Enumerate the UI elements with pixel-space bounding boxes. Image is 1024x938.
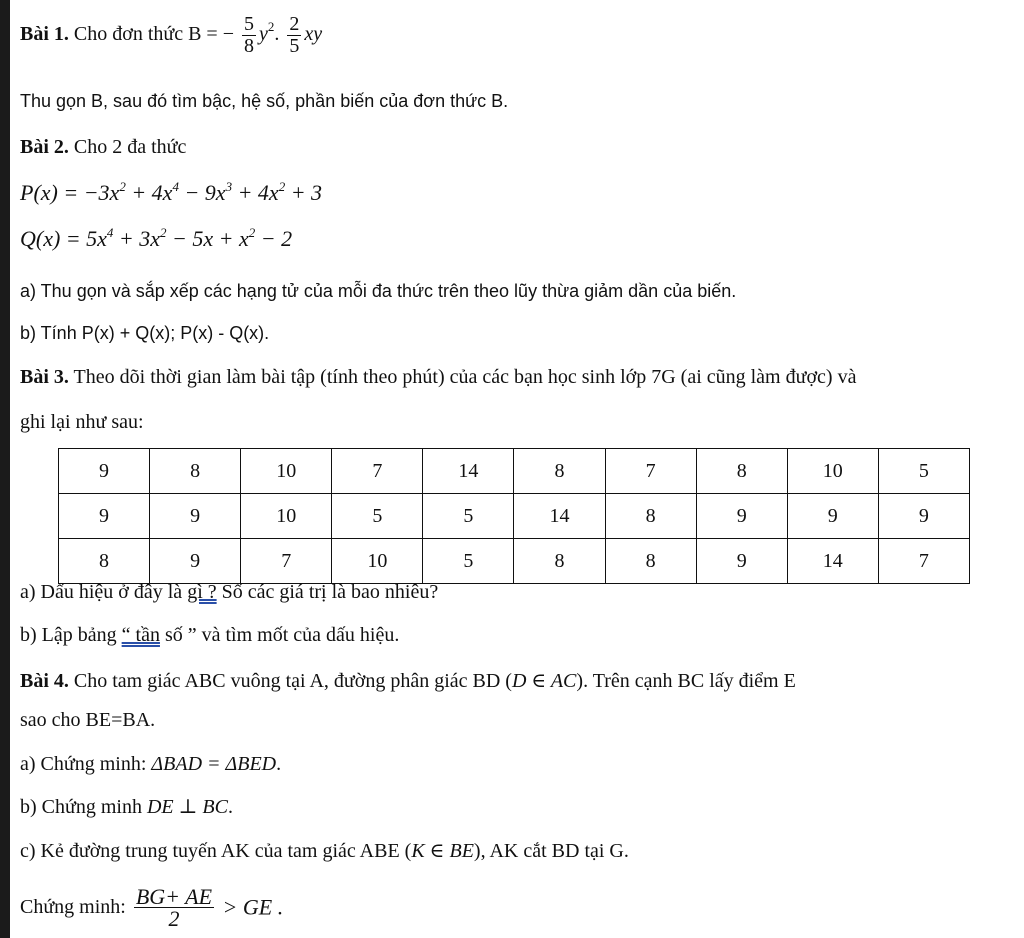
bai4-c-post: ), AK cắt BD tại G. [473, 840, 629, 862]
P-t3: + 4x [237, 180, 279, 205]
table-cell: 9 [59, 494, 150, 539]
Q-t1: + 3x [118, 226, 161, 251]
bai4-b [20, 794, 233, 819]
bai4-d-post: > GE . [217, 894, 284, 920]
table-cell: 8 [514, 539, 605, 584]
bai4-b-end: . [227, 796, 233, 818]
bai4-c-math: K ∈ BE [411, 840, 474, 862]
polynomial-P [20, 180, 322, 206]
table-row [59, 494, 970, 539]
table-cell: 5 [878, 449, 969, 494]
polynomial-Q [20, 226, 292, 252]
bai3-b-pre: b) Lập bảng [20, 624, 122, 646]
Q-t2: − 5x + x [172, 226, 249, 251]
bai4-d-pre: Chứng minh: [20, 896, 131, 918]
P-t0: −3x [83, 180, 120, 205]
bai1-var1: y [259, 23, 268, 46]
table-cell: 7 [332, 449, 423, 494]
table-cell: 9 [150, 539, 241, 584]
table-cell: 10 [241, 449, 332, 494]
bai2-a: a) Thu gọn và sắp xếp các hạng tử của mỗi đa thức trên theo lũy thừa giảm dần của biến. [20, 281, 737, 301]
P-t2: − 9x [184, 180, 226, 205]
table-cell: 5 [423, 539, 514, 584]
bai3-text: Theo dõi thời gian làm bài tập (tính theo phút) của các bạn học sinh lớp 7G (ai cũng làm được) và [73, 366, 857, 388]
bai4-a-pre: a) Chứng minh: [20, 753, 152, 775]
P-e1: 4 [172, 179, 179, 194]
bai1-fraction-1 [242, 14, 256, 57]
table-cell: 8 [605, 539, 696, 584]
bai3-line [20, 366, 856, 389]
P-t4: + 3 [290, 180, 323, 205]
bai4-text-math: D ∈ AC [511, 670, 577, 692]
table-cell: 9 [696, 539, 787, 584]
table-cell: 8 [150, 449, 241, 494]
P-e2: 3 [225, 179, 233, 194]
bai1-fraction-2 [287, 14, 301, 57]
frac1-den: 8 [244, 35, 254, 57]
data-table [58, 448, 970, 584]
bai4-d-fraction [134, 886, 214, 929]
bai3-b [20, 624, 399, 647]
table-row [59, 449, 970, 494]
frac1-num: 5 [244, 13, 254, 35]
table-cell: 10 [787, 449, 878, 494]
table-cell: 5 [332, 494, 423, 539]
table-cell: 14 [787, 539, 878, 584]
table-cell: 10 [332, 539, 423, 584]
bai4-d-num: BG+ AE [135, 884, 213, 909]
bai2-b: b) Tính P(x) + Q(x); P(x) - Q(x). [20, 323, 270, 343]
bai4-c-pre: c) Kẻ đường trung tuyến AK của tam giác ABE ( [20, 840, 412, 862]
table-cell: 8 [696, 449, 787, 494]
bai4-text-pre: Cho tam giác ABC vuông tại A, đường phân giác BD ( [73, 670, 512, 692]
bai1-task: Thu gọn B, sau đó tìm bậc, hệ số, phần biến của đơn thức B. [20, 91, 509, 111]
P-e0: 2 [119, 179, 126, 194]
frac2-num: 2 [289, 13, 300, 35]
P-t1: + 4x [131, 180, 173, 205]
Q-e2: 2 [248, 225, 256, 240]
table-cell: 14 [514, 494, 605, 539]
bai4-b-pre: b) Chứng minh [20, 796, 147, 818]
bai2-text: Cho 2 đa thức [73, 136, 187, 158]
bai3-label: Bài 3. [20, 366, 69, 388]
P-lhs: P(x) = [20, 180, 84, 205]
bai3-a-underlined: gì ? [187, 581, 217, 603]
table-cell: 9 [696, 494, 787, 539]
bai3-a-pre: a) Dấu hiệu ở đây là [20, 581, 188, 603]
bai1-exp1: 2 [267, 19, 275, 35]
table-cell: 7 [605, 449, 696, 494]
bai4-d [20, 886, 283, 929]
table-cell: 8 [605, 494, 696, 539]
bai1-dot: . [274, 23, 280, 46]
bai4-b-math: DE ⊥ BC [146, 796, 228, 818]
table-cell: 10 [241, 494, 332, 539]
bai4-text2: sao cho BE=BA. [20, 709, 156, 731]
Q-e0: 4 [106, 225, 114, 240]
bai4-a-end: . [276, 753, 282, 775]
table-cell: 9 [787, 494, 878, 539]
Q-t0: 5x [86, 226, 107, 251]
frac2-den: 5 [289, 35, 300, 57]
table-cell: 14 [423, 449, 514, 494]
bai3-a-post: Số các giá trị là bao nhiêu? [216, 581, 439, 603]
bai4-line [20, 668, 796, 693]
Q-e1: 2 [160, 225, 167, 240]
bai4-c [20, 838, 629, 863]
bai1-var2: xy [304, 23, 323, 46]
P-e3: 2 [278, 179, 286, 194]
bai3-a [20, 581, 438, 604]
bai3-text2: ghi lại như sau: [20, 411, 144, 433]
bai2-label: Bài 2. [20, 136, 69, 158]
Q-t3: − 2 [260, 226, 293, 251]
bai4-a-math: ΔBAD = ΔBED [151, 753, 277, 775]
bai4-text-post: ). Trên cạnh BC lấy điểm E [576, 670, 796, 692]
bai3-b-underlined: “ tần [121, 624, 160, 646]
table-cell: 8 [59, 539, 150, 584]
table-cell: 5 [423, 494, 514, 539]
table-cell: 8 [514, 449, 605, 494]
table-cell: 7 [878, 539, 969, 584]
bai4-a [20, 753, 281, 776]
bai3-b-post: số ” và tìm mốt của dấu hiệu. [159, 624, 400, 646]
table-row [59, 539, 970, 584]
Q-lhs: Q(x) = [20, 226, 87, 251]
bai1-label: Bài 1. [20, 23, 69, 46]
bai4-d-den: 2 [168, 906, 180, 931]
bai2-line [20, 136, 186, 159]
bai1-text: Cho đơn thức B = − [73, 23, 234, 46]
bai1-line [20, 14, 322, 57]
table-cell: 9 [150, 494, 241, 539]
table-cell: 7 [241, 539, 332, 584]
table-cell: 9 [878, 494, 969, 539]
table-cell: 9 [59, 449, 150, 494]
document-page [10, 0, 1024, 938]
bai4-label: Bài 4. [20, 670, 69, 692]
